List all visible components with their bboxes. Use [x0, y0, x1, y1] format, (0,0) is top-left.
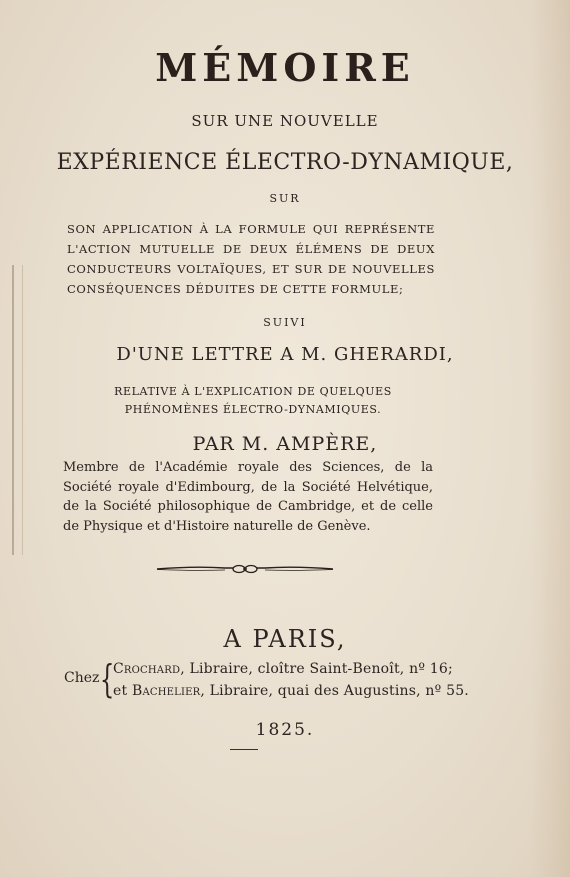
- ornament-divider: [155, 563, 335, 575]
- sur-label: SUR: [269, 192, 301, 205]
- publisher-prefix: Chez: [64, 670, 100, 686]
- publisher-2-address: , Libraire, quai des Augustins, nº 55.: [200, 683, 469, 699]
- page-title: MÉMOIRE: [155, 45, 415, 90]
- publisher-2-name: Bachelier: [131, 683, 201, 699]
- subtitle-line-1: SUR UNE NOUVELLE: [191, 112, 379, 130]
- place-of-publication: A PARIS,: [223, 625, 347, 653]
- lettre-heading: D'UNE LETTRE A M. GHERARDI,: [116, 344, 454, 365]
- bottom-rule: [230, 749, 258, 750]
- publisher-line-2: [113, 683, 469, 699]
- publisher-2-prefix: et: [113, 683, 132, 699]
- subtitle-line-2: EXPÉRIENCE ÉLECTRO-DYNAMIQUE,: [56, 150, 514, 175]
- publisher-line-1: [113, 661, 453, 677]
- publisher-1-name: Crochard: [113, 661, 181, 677]
- suivi-label: SUIVI: [263, 316, 307, 329]
- relative-paragraph: RELATIVE À L'EXPLICATION DE QUELQUES PHÉNOMÈNES ÉLECTRO-DYNAMIQUES.: [114, 385, 392, 416]
- brace-glyph: {: [99, 657, 115, 701]
- publication-year: 1825.: [255, 720, 315, 740]
- application-paragraph: SON APPLICATION À LA FORMULE QUI REPRÉSENTE L'ACTION MUTUELLE DE DEUX ÉLÉMENS DE DEUX CONDUCTEURS VOLTAÏQUES, ET SUR DE NOUVELLES CONSÉQUENCES DÉDUITES DE CETTE FORMULE;: [67, 222, 435, 296]
- publisher-1-address: , Libraire, cloître Saint-Benoît, nº 16;: [180, 661, 453, 677]
- binding-edge: [12, 265, 23, 555]
- author-line: PAR M. AMPÈRE,: [192, 433, 378, 455]
- author-affiliations: Membre de l'Académie royale des Sciences, de la Société royale d'Edimbourg, de la Société Helvétique, de la Société philosophique de Cambridge, et de celle de Physique et d'Histoire naturelle de Genève.: [63, 460, 433, 534]
